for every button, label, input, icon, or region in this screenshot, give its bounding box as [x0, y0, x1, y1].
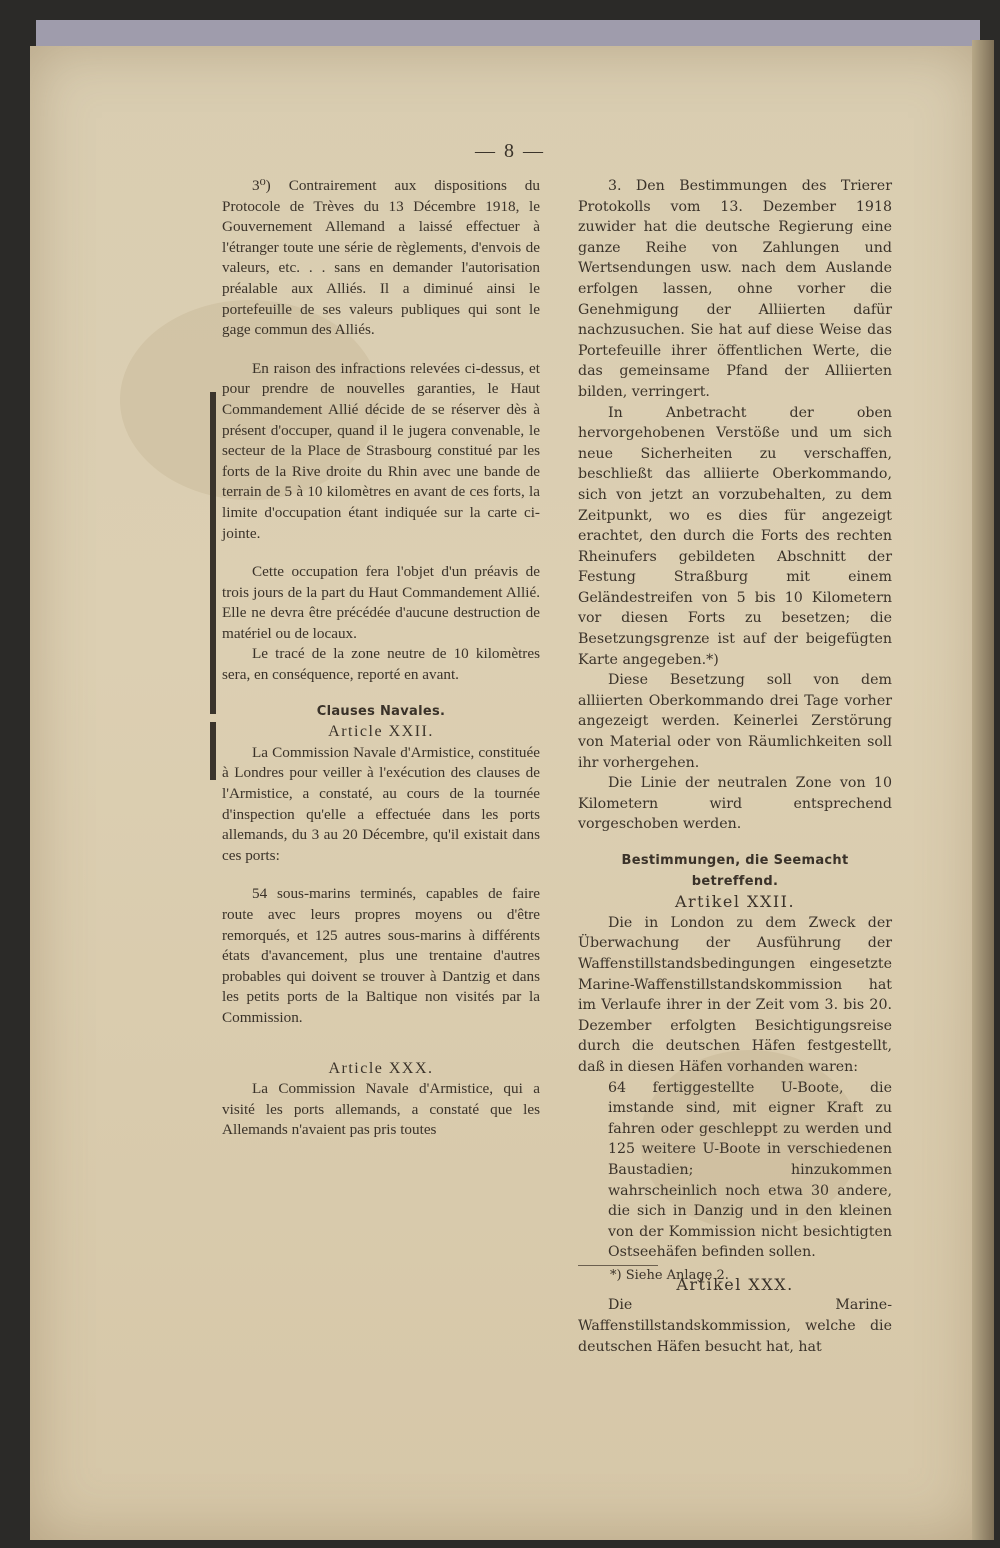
- fr-paragraph-4: Le tracé de la zone neutre de 10 kilomètres sera, en conséquence, reporté en avant.: [222, 645, 540, 684]
- de-naval-heading: Bestimmungen, die Seemacht betreffend.: [621, 853, 849, 889]
- fr-article-30-text: La Commission Navale d'Armistice, qui a visité les ports allemands, a constaté que les Allemands n'avaient pas pris toutes: [222, 1080, 540, 1139]
- de-submarines-text: 64 fertiggestellte U-Boote, die imstande sind, mit eigner Kraft zu fahren oder geschleppt zu werden und 125 weitere U-Boote in verschiedenen Baustadien; hinzukommen wahrscheinlich noch etwa 30 andere, die sich in Danzig und in den kleinen von der Kommission nicht besichtigten Ostseehäfen befinden sollen.: [608, 1079, 892, 1261]
- fr-submarines-text: 54 sous-marins terminés, capables de faire route avec leurs propres moyens ou d'être remorqués, et 125 autres sous-marins à différents états d'avancement, plus une trentaine d'autres probables qui doivent se trouver à Dantzig et dans les petits ports de la Baltique non visités par la Commission.: [222, 885, 540, 1026]
- de-paragraph-3: Diese Besetzung soll von dem alliierten Oberkommando drei Tage vorher angezeigt werden. Keinerlei Zerstörung von Material oder von Räumlichkeiten soll ihr vorhergehen.: [578, 672, 892, 771]
- margin-marker: [210, 722, 216, 780]
- de-article-30-text: Die Marine-Waffenstillstandskommission, welche die deutschen Häfen besucht hat, hat: [578, 1297, 892, 1355]
- fr-article-30-title: Article XXX.: [328, 1059, 434, 1077]
- top-strip: [36, 20, 980, 48]
- page-edge: [972, 40, 994, 1540]
- fr-article-22-text: La Commission Navale d'Armistice, constituée à Londres pour veiller à l'exécution des clauses de l'Armistice, a constaté, au cours de la tournée d'inspection qu'elle a effectuée dans les ports allemands, du 3 au 20 Décembre, qu'il existait dans ces ports:: [222, 743, 540, 864]
- margin-marker: [210, 392, 216, 714]
- footnote-rule: [578, 1265, 658, 1266]
- fr-naval-heading: Clauses Navales.: [316, 703, 446, 719]
- german-column: [578, 176, 892, 1357]
- de-paragraph-1: 3. Den Bestimmungen des Trierer Protokolls vom 13. Dezember 1918 zuwider hat die deutsche Regierung eine ganze Reihe von Zahlungen und Wertsendungen usw. nach dem Auslande erfolgen lassen, ohne vorher die Genehmigung der Alliierten dafür nachzusuchen. Sie hat auf diese Weise das Portefeuille ihrer öffentlichen Werte, die das gemeinsame Pfand der Alliierten bilden, verringert.: [578, 178, 892, 400]
- footnote: *) Siehe Anlage 2.: [610, 1268, 729, 1283]
- de-article-22-text: Die in London zu dem Zweck der Überwachung der Ausführung der Waffenstillstandsbedingungen eingesetzte Marine-Waffenstillstandskommission hat im Verlaufe ihrer in der Zeit vom 3. bis 20. Dezember erfolgten Besichtigungsreise durch die deutschen Häfen festgestellt, daß in diesen Häfen vorhanden waren:: [578, 914, 892, 1075]
- de-paragraph-4: Die Linie der neutralen Zone von 10 Kilometern wird entsprechend vorgeschoben werden.: [578, 775, 892, 833]
- de-paragraph-2: In Anbetracht der oben hervorgehobenen Verstöße und um sich neue Sicherheiten zu verschaffen, beschließt das alliierte Oberkommando, sich von jetzt an vorzubehalten, zu dem Zeitpunkt, wo es dies für angezeigt erachtet, den durch die Forts des rechten Rheinufers gebildeten Abschnitt der Festung Straßburg mit einem Geländestreifen von 5 bis 10 Kilometern vor diesen Forts zu besetzen; die Besetzungsgrenze ist auf der beigefügten Karte angegeben.*): [578, 404, 892, 668]
- fr-article-22-title: Article XXII.: [328, 723, 434, 741]
- de-article-30-title: Artikel XXX.: [676, 1274, 794, 1294]
- fr-paragraph-2: En raison des infractions relevées ci-dessus, et pour prendre de nouvelles garanties, le Haut Commandement Allié décide de se réserver dès à présent d'occuper, quand il le jugera convenable, le secteur de la Place de Strasbourg constitué par les forts de la Rive droite du Rhin avec une bande de terrain de 5 à 10 kilomètres en avant de ces forts, la limite d'occupation étant indiquée sur la carte ci-jointe.: [222, 359, 540, 542]
- page-number: — 8 —: [475, 140, 545, 162]
- fr-paragraph-3: Cette occupation fera l'objet d'un préavis de trois jours de la part du Haut Commandement Allié. Elle ne devra être précédée d'aucune destruction de matériel ou de locaux.: [222, 563, 540, 642]
- fr-paragraph-1: 3⁰) Contrairement aux dispositions du Protocole de Trèves du 13 Décembre 1918, le Gouvernement Allemand a laissé effectuer à l'étranger toute une série de règlements, d'envois de valeurs, etc. . . sans en demander l'autorisation préalable aux Alliés. Il a diminué ainsi le portefeuille de ses valeurs publiques qui sont le gage commun des Alliés.: [222, 177, 540, 339]
- de-article-22-title: Artikel XXII.: [674, 892, 796, 912]
- french-column: [222, 176, 540, 1141]
